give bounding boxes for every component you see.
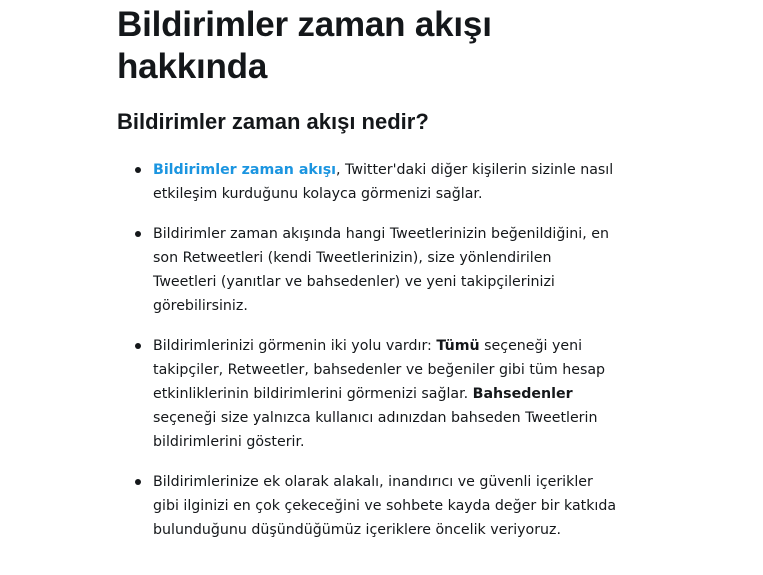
page-title-line-2: hakkında [117,47,268,86]
list-item-text: , Twitter'daki diğer kişilerin sizinle nasıl etkileşim kurduğunu kolayca görmenizi sağlar. [153,162,614,202]
bullet-icon [135,231,141,237]
page-title-line-1: Bildirimler zaman akışı [117,5,492,44]
notifications-timeline-link[interactable]: Bildirimler zaman akışı [153,162,337,178]
bullet-icon [135,167,141,173]
list-item [117,222,617,318]
list-item-text: Bildirimler zaman akışında hangi Tweetlerinizin beğenildiğini, en son Retweetleri (kendi Tweetlerinizin), size yönlendirilen Tweetleri (yanıtlar ve bahsedenler) ve yeni takipçilerinizi görebilirsiniz. [153,226,609,314]
list-item-text: seçeneği yeni takipçiler, Retweetler, bahsedenler ve beğeniler gibi tüm hesap etkinliklerinin bildirimlerini görmenizi sağlar. [153,338,606,402]
list-item-text: Bildirimlerinizi görmenin iki yolu vardır: [153,338,437,354]
bullet-list [117,158,617,542]
list-item-text: seçeneği size yalnızca kullanıcı adınızdan bahseden Tweetlerin bildirimlerini gösterir. [153,410,598,450]
section-heading: Bildirimler zaman akışı nedir? [117,109,429,134]
list-item [117,334,617,454]
list-item [117,470,617,542]
list-item-text: Bildirimlerinize ek olarak alakalı, inandırıcı ve güvenli içerikler gibi ilginizi en çok çekeceğini ve sohbete kayda değer bir katkıda bulunduğunu düşündüğümüz içeriklere öncelik veriyoruz. [153,474,617,538]
article [117,0,617,558]
list-item [117,158,617,206]
bullet-icon [135,343,141,349]
bullet-icon [135,479,141,485]
page-title [117,0,617,88]
all-option-label: Tümü [436,338,480,354]
mentions-option-label: Bahsedenler [472,386,573,402]
